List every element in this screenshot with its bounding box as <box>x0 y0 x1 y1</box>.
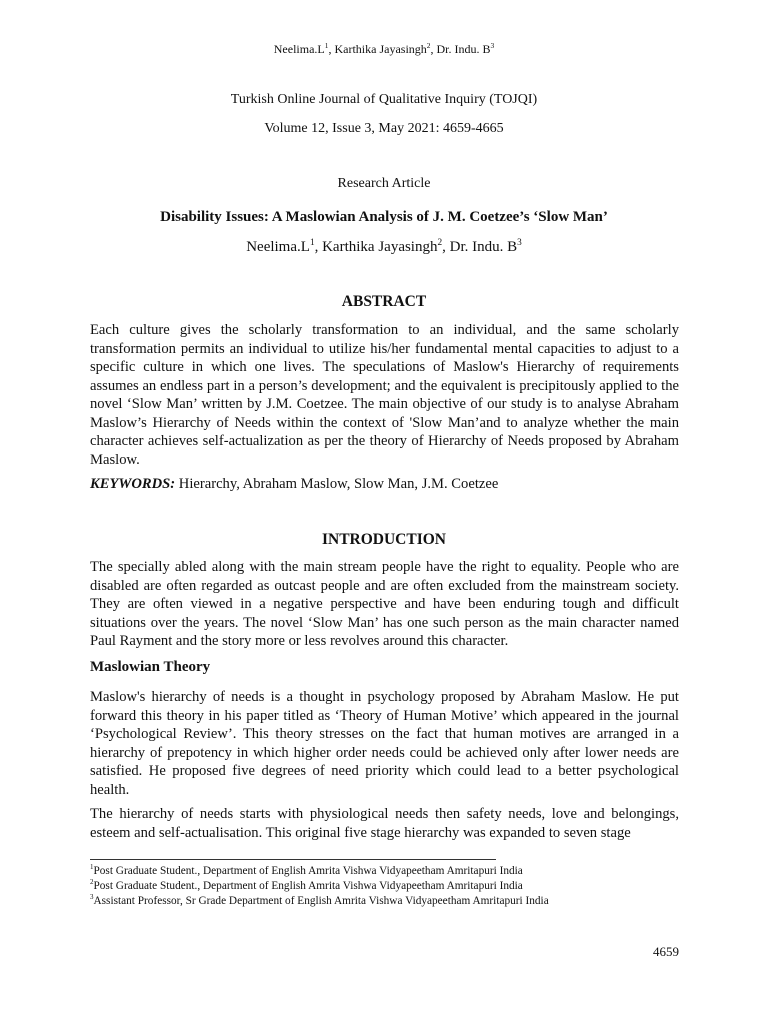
page-number: 4659 <box>653 944 679 959</box>
author-name: , Dr. Indu. B <box>442 239 518 255</box>
author-affiliation-mark: 1 <box>309 237 315 248</box>
article-authors <box>0 239 768 256</box>
footnote-divider <box>90 859 496 860</box>
footnote-mark: 1 <box>90 862 94 871</box>
author-name: Neelima.L <box>273 42 325 56</box>
introduction-heading: INTRODUCTION <box>321 531 446 548</box>
footnote <box>90 894 710 909</box>
article-type: Research Article <box>337 176 431 191</box>
footnotes <box>90 864 710 909</box>
introduction-paragraph: The specially abled along with the main stream people have the right to equality. People who are disabled are often regarded as outcast people and are often excluded from the mainstream society. They are often viewed in a negative perspective and have been enduring tough and difficult situations over the years. The novel ‘Slow Man’ has one such person as the main character named Paul Rayment and the story more or less revolves around this character. <box>90 559 679 649</box>
article-title: Disability Issues: A Maslowian Analysis of J. M. Coetzee’s ‘Slow Man’ <box>160 209 608 225</box>
author-affiliation-mark: 1 <box>324 40 329 50</box>
footnote-text: Assistant Professor, Sr Grade Department of English Amrita Vishwa Vidyapeetham Amritapuri India <box>93 895 549 907</box>
author-name: , Karthika Jayasingh <box>314 239 438 255</box>
footnote <box>90 864 710 879</box>
abstract-heading: ABSTRACT <box>341 293 427 310</box>
hierarchy-paragraph: The hierarchy of needs starts with physiological needs then safety needs, love and belongings, esteem and self-actualisation. This original five stage hierarchy was expanded to seven stage <box>90 806 679 841</box>
footnote-text: Post Graduate Student., Department of English Amrita Vishwa Vidyapeetham Amritapuri India <box>93 880 523 892</box>
author-name: , Karthika Jayasingh <box>328 42 427 56</box>
footnote-mark: 3 <box>90 892 94 901</box>
abstract-paragraph: Each culture gives the scholarly transformation to an individual, and the same scholarly transformation permits an individual to utilize his/her fundamental mental capacities to adjust to a specific culture in which one lives. The speculations of Maslow's Hierarchy of requirements assumes an endless part in a person’s development; and the equivalent is precipitously applied to the novel ‘Slow Man’ written by J.M. Coetzee. The main objective of our study is to analyse Abraham Maslow’s Hierarchy of Needs within the context of 'Slow Man’and to analyze whether the main character achieves self-actualization as per the theory of Hierarchy of Needs proposed by Abraham Maslow. <box>90 322 679 468</box>
keywords-list: Hierarchy, Abraham Maslow, Slow Man, J.M. Coetzee <box>175 476 499 492</box>
maslowian-theory-section <box>90 688 679 799</box>
introduction-section <box>90 558 679 651</box>
hierarchy-section <box>90 805 679 842</box>
maslowian-theory-heading: Maslowian Theory <box>90 659 211 675</box>
footnote-mark: 2 <box>90 877 94 886</box>
author-name: Neelima.L <box>246 239 310 255</box>
keywords-line <box>90 475 679 494</box>
running-header-authors <box>0 42 768 57</box>
author-affiliation-mark: 2 <box>426 40 431 50</box>
journal-volume-issue: Volume 12, Issue 3, May 2021: 4659-4665 <box>264 121 504 136</box>
author-name: , Dr. Indu. B <box>430 42 491 56</box>
abstract-section <box>90 321 679 469</box>
footnote <box>90 879 710 894</box>
footnote-text: Post Graduate Student., Department of English Amrita Vishwa Vidyapeetham Amritapuri India <box>93 865 523 877</box>
author-affiliation-mark: 3 <box>517 237 522 248</box>
journal-name: Turkish Online Journal of Qualitative Inquiry (TOJQI) <box>230 92 538 107</box>
author-affiliation-mark: 3 <box>490 40 495 50</box>
author-affiliation-mark: 2 <box>437 237 443 248</box>
keywords-label: KEYWORDS: <box>90 476 176 492</box>
maslowian-theory-paragraph: Maslow's hierarchy of needs is a thought in psychology proposed by Abraham Maslow. He put forward this theory in his paper titled as ‘Theory of Human Motive’ which appeared in the journal ‘Psychological Review’. This theory stresses on the fact that human motives are arranged in a hierarchy of prepotency in which higher order needs could be achieved only after lower needs are satisfied. He proposed five degrees of need priority which could lead to a better psychological health. <box>90 689 679 798</box>
